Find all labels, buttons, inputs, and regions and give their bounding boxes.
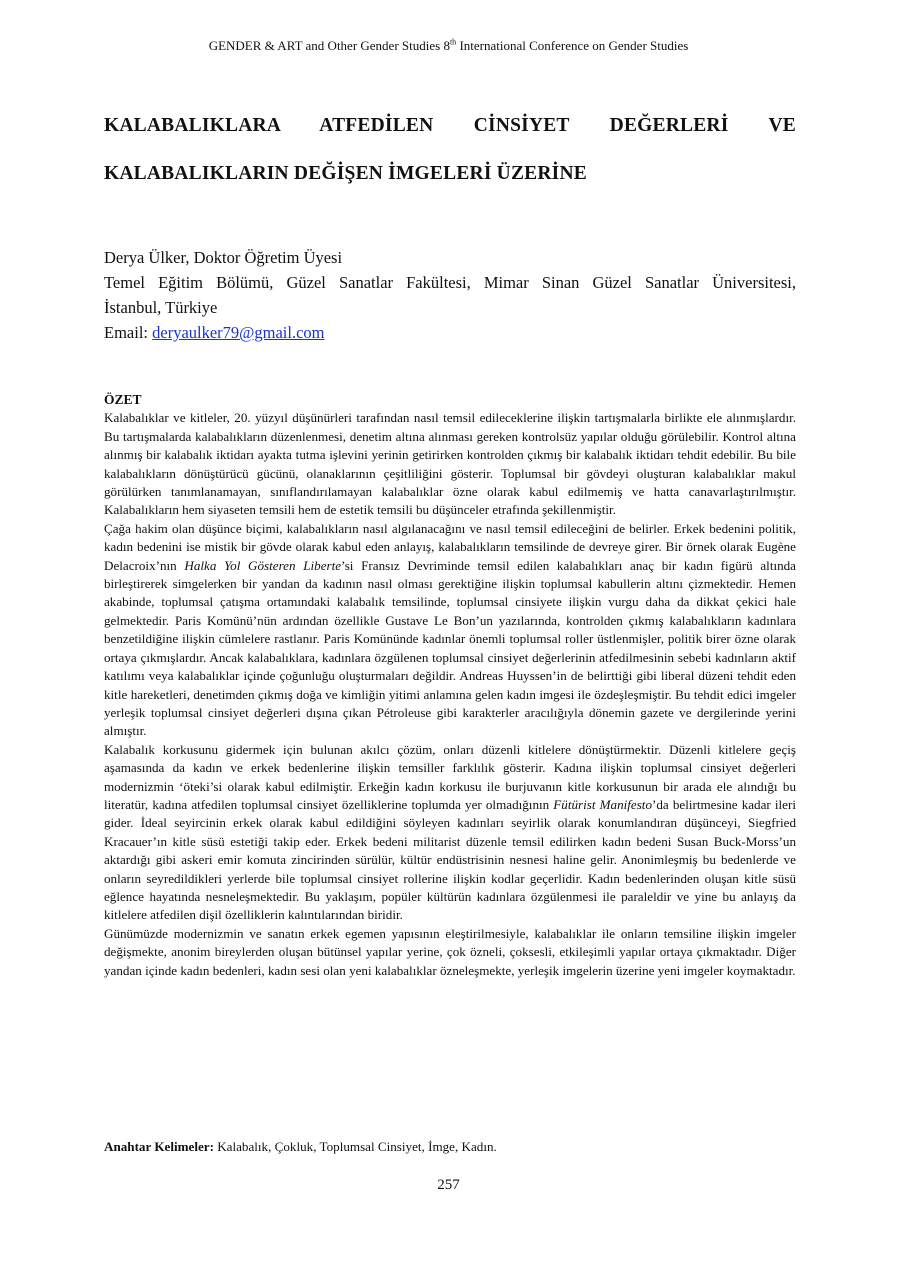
email-link[interactable]: deryaulker79@gmail.com (152, 323, 325, 342)
header-text-end: International Conference on Gender Studies (456, 38, 689, 53)
abstract-paragraph-4: Günümüzde modernizmin ve sanatın erkek egemen yapısının eleştirilmesiyle, kalabalıklar ile onların temsiline ilişkin imgeler değişmekte, anonim bireylerden oluşan bütünsel yapılar yerine, çok özneli, çoksesli, etkileşimli yapılar ortaya çıkmaktadır. Diğer yandan içinde kadın bedenleri, kadın sesi olan yeni kalabalıklar özneleşmekte, yerleşik imgelerin üzerine yeni imgeler koymaktadır. (104, 925, 796, 978)
author-block (104, 245, 796, 345)
author-email-line (104, 320, 796, 345)
page-number: 257 (437, 1177, 460, 1193)
paper-title-line-2: KALABALIKLARIN DEĞİŞEN İMGELERİ ÜZERİNE (104, 163, 587, 184)
paragraph-text: Kalabalık korkusunu gidermek için bulunan akılcı çözüm, onları düzenli kitlelere dönüştürmektir. Düzenli kitlelere geçiş aşamasında da kadın ve erkek bedenlerine ilişkin temsiller farklılık gösterir. Kadına ilişkin toplumsal cinsiyet değerleri modernizmin ‘öteki’si olarak kabul edilmiştir. Erkeğin kadın korkusu ile burjuvanın kitle korkusunun bir arada ele alındığı bu literatür, kadına atfedilen toplumsal cinsiyet özelliklerine toplumda yer olmadığının (104, 741, 796, 812)
artwork-title: Halka Yol Gösteren Liberte (184, 557, 342, 573)
keywords-line (104, 1139, 796, 1155)
running-header (0, 38, 897, 54)
keywords-label: Anahtar Kelimeler: (104, 1139, 214, 1154)
author-name: Derya Ülker, Doktor Öğretim Üyesi (104, 248, 343, 267)
abstract-paragraph-2 (104, 520, 796, 741)
author-location: İstanbul, Türkiye (104, 298, 218, 317)
header-superscript: th (449, 37, 457, 47)
header-text: GENDER & ART and Other Gender Studies 8 (208, 38, 450, 53)
abstract-section (104, 391, 796, 980)
paragraph-text: ’da belirtmesine kadar ileri gider. İdeal seyircinin erkek olarak kabul edildiğini söyleyen kadınları seyirlik olarak konumlandıran düşünceyi, Siegfried Kracauer’ın kitle süsü estetiği takip eder. Erkek bedeni militarist düzenle temsil edilirken kadın bedeni Susan Buck-Morss’un aktardığı gibi askeri emir komuta zincirinden sürülür, kültür endüstrisinin nesnesi haline gelir. Anonimleşmiş bu bedenlerde ve onların seyredildikleri yerlerde bile toplumsal cinsiyet rollerine ilişkin kodlar geçerlidir. Kadın bedenlerinden oluşan kitle süsü eğlence hayatında nesneleşmektedir. Bu yaklaşım, popüler kültürün kadınlara özgülenmesi ile paraleldir ve yine bu anlayış da kitlelere atfedilen dişil özelliklerin kalıntılarından biridir. (104, 796, 796, 923)
email-label: Email: (104, 323, 153, 342)
paper-title-line-1: KALABALIKLARA ATFEDİLEN CİNSİYET DEĞERLERİ VE (104, 115, 796, 136)
abstract-heading: ÖZET (104, 392, 142, 407)
keywords-text: Kalabalık, Çokluk, Toplumsal Cinsiyet, İmge, Kadın. (213, 1139, 497, 1154)
author-affiliation: Temel Eğitim Bölümü, Güzel Sanatlar Fakültesi, Mimar Sinan Güzel Sanatlar Üniversitesi, (104, 273, 796, 292)
manifesto-title: Fütürist Manifesto (553, 796, 652, 812)
paragraph-text: ’si Fransız Devriminde temsil edilen kalabalıkları anaç bir kadın figürü altında birleştirerek simgelerken bir yandan da kadının nasıl olması gerektiğine ilişkin toplumsal kabullerin altını çizmektedir. Hemen akabinde, toplumsal çatışma ortamındaki kalabalık temsilinde, toplumsal cinsiyete ilişkin vurgu daha da dikkat çekici hale gelmektedir. Paris Komünü’nün ardından özellikle Gustave Le Bon’un yazılarında, kontrolden çıkmış kalabalıkların kadınlara benzetildiğine ilişkin cümlelere rastlanır. Paris Komününde kadınlar önemli toplumsal roller üstlenmişler, politik birer özne olarak ortaya çıkmışlardır. Ancak kalabalıklara, kadınlara özgülenen toplumsal cinsiyet değerlerinin atfedilmesinin sebebi kadınların aktif katılımı veya kalabalıklar içinde çoğunluğu oluşturmaları değildir. Andreas Huyssen’in de belirttiği gibi liberal düzeni tehdit eden kitle hareketleri, denetimden çıkmış doğa ve kimliğin yitimi anlamına gelen kadın imgesi ile özdeşleşmiştir. Bu tehdit edici imgeler yerleşik toplumsal cinsiyet değerleri dışına çıkan Pétroleuse gibi karakterler aracılığıyla dönemin gazete ve dergilerinde yerini almıştır. (104, 557, 796, 739)
abstract-paragraph-3 (104, 741, 796, 925)
abstract-paragraph-1: Kalabalıklar ve kitleler, 20. yüzyıl düşünürleri tarafından nasıl temsil edileceklerine ilişkin tartışmalarla birlikte ele alınmışlardır. Bu tartışmalarda kalabalıkların düzenlenmesi, denetim altına alınması gereken kontrolsüz yapılar olduğu görülebilir. Kontrol altına alınmış bir kalabalık iktidarı ayakta tutma işlevini yerinin getirirken kontrolden çıkmış bir kalabalık iktidarı tehdit edebilir. Bu bile kalabalıkların dönüştürücü gücünü, olanaklarının çeşitliliğini gösterir. Toplumsal bir gövdeyi oluşturan kalabalıklar makul görülürken tanımlanamayan, sınıflandırılamayan kalabalıklar özne olarak kabul edilmemiş ve hatta canavarlaştırılmıştır. Kalabalıkların hem siyaseten temsili hem de estetik temsili bu düşünceler etrafında şekillenmiştir. (104, 410, 796, 518)
paragraph-text: Çağa hakim olan düşünce biçimi, kalabalıkların nasıl algılanacağını ve nasıl temsil edileceğini de belirler. Erkek bedenini politik, kadın bedenini ise mistik bir gövde olarak kabul eden anlayış, kalabalıkların temsilinde de devreye girer. Bir örnek olarak Eugène Delacroix’nın (104, 520, 796, 573)
